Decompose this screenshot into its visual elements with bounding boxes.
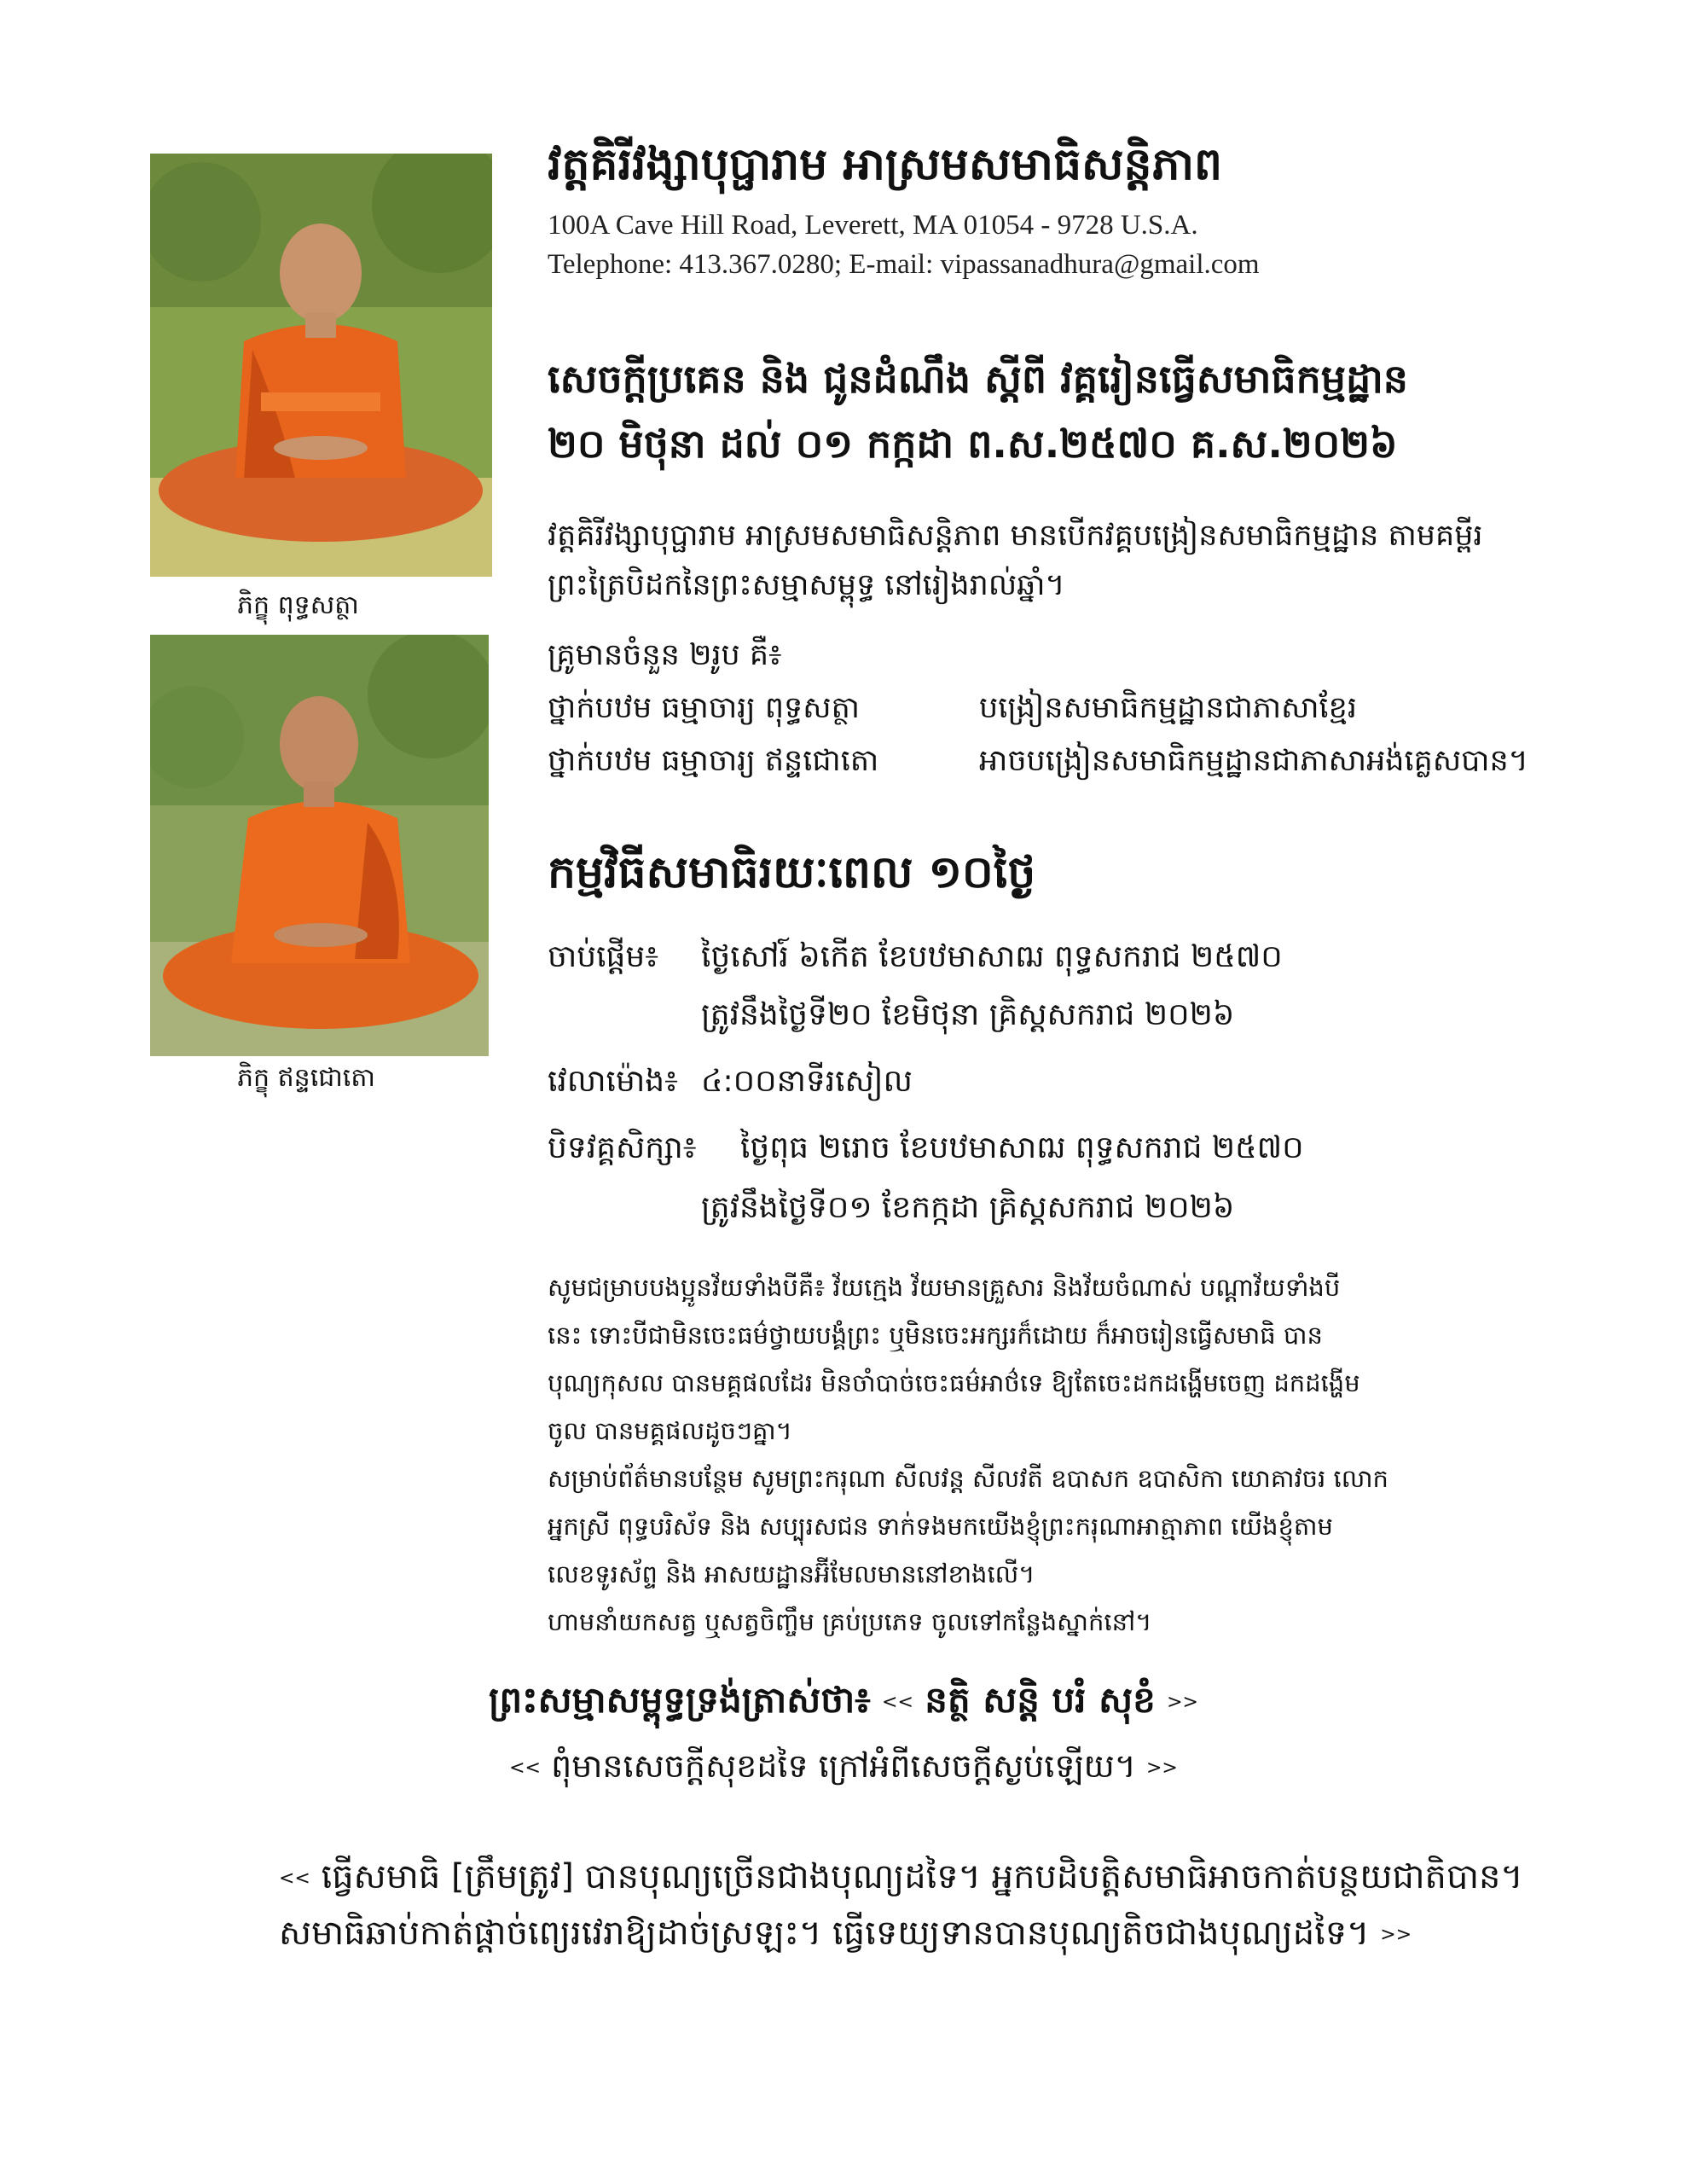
buddha-quote-translation-line xyxy=(0,1745,1687,1793)
seated-monk-illustration xyxy=(150,154,492,577)
temple-name-heading: វត្តគិរីវង្សាបុប្ផារាម អាស្រមសមាធិសន្តិភាព xyxy=(548,139,1222,190)
announcement-title-line2: ២០ មិថុនា ដល់ ០១ កក្កដា ព.ស.២៥៧០ គ.ស.២០២៦ xyxy=(548,421,1398,467)
teachers-heading: គ្រូមានចំនួន ២រូប គឺ៖ xyxy=(548,638,782,672)
monk-photo-2-caption: ភិក្ខុ ឥន្ទជោតោ xyxy=(237,1063,375,1093)
seated-monk-illustration xyxy=(150,635,489,1056)
closing-text-2: សមាធិឆាប់កាត់ផ្តាច់ព្យេរវេរាឱ្យដាច់ស្រឡះ។ ធ្វើទេយ្យទានបានបុណ្យតិចជាងបុណ្យដទៃ។ xyxy=(279,1914,1370,1953)
temple-contact: Telephone: 413.367.0280; E-mail: vipassanadhura@gmail.com xyxy=(548,249,1260,280)
monk-photo-2 xyxy=(150,635,489,1056)
closing-text-1: ធ្វើសមាធិ [ត្រឹមត្រូវ] បានបុណ្យច្រើនជាងបុណ្យដទៃ។ អ្នកបដិបត្តិសមាធិអាចកាត់បន្ថយជាតិបាន។ xyxy=(321,1857,1523,1896)
temple-address: 100A Cave Hill Road, Leverett, MA 01054 - 9728 U.S.A. xyxy=(548,210,1198,241)
monk-photo-1-caption: ភិក្ខុ ពុទ្ធសត្ថា xyxy=(237,590,359,620)
notice-line-7: លេខទូរស័ព្ទ និង អាសយដ្ឋានអ៊ីមែលមាននៅខាងលើ។ xyxy=(548,1560,1035,1589)
program-time-label: វេលាម៉ោង៖ xyxy=(548,1064,678,1099)
quote-open-mark: << xyxy=(882,1692,913,1713)
teacher-2-name: ថ្នាក់បឋម ធម្មាចារ្យ ឥន្ទជោតោ xyxy=(548,744,879,778)
program-end-label: បិទវគ្គសិក្សា៖ xyxy=(548,1130,697,1165)
notice-line-3: បុណ្យកុសល បានមគ្គផលដែរ មិនចាំបាច់ចេះធម៌អាថ៌ទេ ឱ្យតែចេះដកដង្ហើមចេញ ដកដង្ហើម xyxy=(548,1368,1360,1397)
buddha-quote-translation: ពុំមានសេចក្តីសុខដទៃ ក្រៅអំពីសេចក្តីស្ងប់ឡើយ។ xyxy=(551,1747,1136,1785)
monk-photo-1 xyxy=(150,154,492,577)
notice-line-2: នេះ ទោះបីជាមិនចេះធម៌ថ្វាយបង្គំព្រះ ឬមិនចេះអក្សរក៏ដោយ ក៏អាចរៀនធ្វើសមាធិ បាន xyxy=(548,1321,1323,1350)
buddha-quote-pali: នត្ថិ សន្តិ បរំ សុខំ xyxy=(925,1679,1156,1721)
buddha-quote xyxy=(0,1677,1687,1730)
closing-quote-line2 xyxy=(279,1911,1412,1961)
program-start-label: ចាប់ផ្តើម៖ xyxy=(548,939,659,974)
teacher-1-name: ថ្នាក់បឋម ធម្មាចារ្យ ពុទ្ធសត្ថា xyxy=(548,691,860,725)
teacher-1-role: បង្រៀនសមាធិកម្មដ្ឋានជាភាសាខ្មែរ xyxy=(979,691,1357,725)
announcement-title-line1: សេចក្តីប្រគេន និង ជូនដំណឹង ស្តីពី វគ្គរៀនធ្វើសមាធិកម្មដ្ឋាន xyxy=(548,356,1408,402)
quote-close-mark: >> xyxy=(1167,1692,1198,1713)
program-start-line1: ថ្ងៃសៅរ៍ ៦កើត ខែបឋមាសាឍ ពុទ្ធសករាជ ២៥៧០ xyxy=(701,939,1283,974)
closing-quote-line1 xyxy=(279,1855,1523,1905)
buddha-quote-lead: ព្រះសម្មាសម្ពុទ្ធទ្រង់ត្រាស់ថា៖ xyxy=(489,1679,871,1721)
program-heading: កម្មវិធីសមាធិរយៈពេល ១០ថ្ងៃ xyxy=(548,847,1036,898)
notice-line-1: សូមជម្រាបបងប្អូនវ័យទាំងបីគឺ៖ វ័យក្មេង វ័យមានគ្រួសារ និងវ័យចំណាស់ បណ្តាវ័យទាំងបី xyxy=(548,1273,1341,1302)
translation-open-mark: << xyxy=(509,1757,541,1779)
closing-open-mark: << xyxy=(279,1867,310,1890)
intro-line-2: ព្រះត្រៃបិដកនៃព្រះសម្មាសម្ពុទ្ធ នៅរៀងរាល់ឆ្នាំ។ xyxy=(548,568,1065,602)
translation-close-mark: >> xyxy=(1146,1757,1178,1779)
program-time-value: ៤:០០នាទីរសៀល xyxy=(701,1064,913,1099)
program-start-line2: ត្រូវនឹងថ្ងៃទី២០ ខែមិថុនា គ្រិស្តសករាជ ២០២៦ xyxy=(701,997,1235,1032)
program-end-line1: ថ្ងៃពុធ ២រោច ខែបឋមាសាឍ ពុទ្ធសករាជ ២៥៧០ xyxy=(740,1130,1304,1165)
closing-close-mark: >> xyxy=(1380,1924,1412,1946)
notice-line-4: ចូល បានមគ្គផលដូចៗគ្នា។ xyxy=(548,1416,792,1445)
teacher-2-role: អាចបង្រៀនសមាធិកម្មដ្ឋានជាភាសាអង់គ្លេសបាន។ xyxy=(979,744,1528,778)
notice-line-5: សម្រាប់ព័ត៌មានបន្ថែម សូមព្រះករុណា សីលវន្ត សីលវតី ឧបាសក ឧបាសិកា យោគាវចរ លោក xyxy=(548,1464,1388,1493)
notice-line-8: ហាមនាំយកសត្វ ឬសត្វចិញ្ចឹម គ្រប់ប្រភេទ ចូលទៅកន្លែងស្នាក់នៅ។ xyxy=(548,1607,1152,1636)
program-end-line2: ត្រូវនឹងថ្ងៃទី០១ ខែកក្កដា គ្រិស្តសករាជ ២០២៦ xyxy=(701,1190,1235,1225)
notice-line-6: អ្នកស្រី ពុទ្ធបរិស័ទ និង សប្បុរសជន ទាក់ទងមកយើងខ្ញុំព្រះករុណាអាត្មាភាព យើងខ្ញុំតាម xyxy=(548,1512,1333,1541)
intro-line-1: វត្តគិរីវង្សាបុប្ផារាម អាស្រមសមាធិសន្តិភាព មានបើកវគ្គបង្រៀនសមាធិកម្មដ្ឋាន តាមគម្ពីរ xyxy=(548,519,1483,553)
